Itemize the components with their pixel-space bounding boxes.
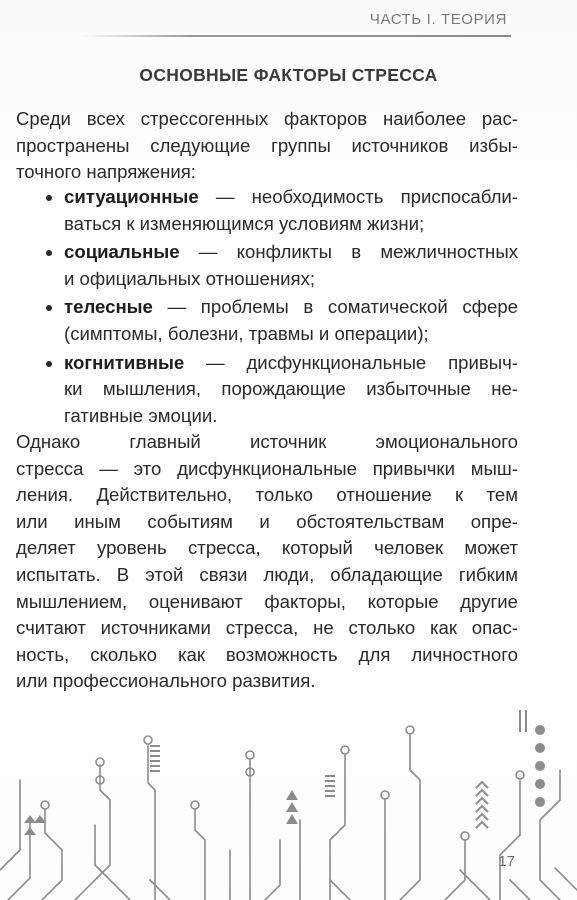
conclusion-line: испытать. В этой связи люди, обладающие гибким: [16, 563, 518, 585]
running-head: [0, 0, 577, 40]
factor-line: и официальных отношениях;: [64, 267, 316, 289]
conclusion-line: Однако главный источник эмоционального: [16, 431, 518, 452]
factor-list: [16, 184, 518, 431]
factor-line: ки мышления, порождающие избыточные не-: [64, 378, 518, 400]
factor-text: — дисфункциональные привыч-: [184, 351, 518, 373]
circuit-decoration: [0, 690, 577, 900]
bullet-dot-icon: [46, 250, 52, 256]
intro-line: точного напряжения:: [16, 161, 196, 183]
factor-term: социальные: [64, 241, 180, 263]
factor-term: телесные: [64, 296, 153, 318]
conclusion-line: считают источниками стресса, не столько как опас-: [16, 617, 518, 639]
conclusion-line: стресса — это дисфункциональные привычки мыш-: [16, 457, 518, 479]
conclusion-line: или профессионального развития.: [16, 670, 316, 692]
intro-line: пространены следующие группы источников избы-: [16, 134, 518, 156]
factor-line: [64, 350, 518, 377]
factor-term: ситуационные: [64, 186, 199, 207]
factor-text: — конфликты в межличностных: [179, 241, 518, 263]
bullet-dot-icon: [46, 361, 52, 367]
conclusion-line: или иным событиям и обстоятельствам опре-: [16, 510, 518, 532]
factor-line: [64, 294, 518, 321]
factor-line: гативные эмоции.: [64, 404, 218, 426]
factor-text: — необходимость приспосабли-: [198, 186, 518, 207]
page-number: 17: [498, 853, 515, 870]
factor-term: когнитивные: [64, 351, 185, 373]
intro-paragraph: [16, 106, 518, 186]
factor-item-bodily: [16, 294, 518, 347]
factor-item-social: [16, 239, 518, 292]
factor-text: — проблемы в соматической сфере: [152, 296, 518, 318]
conclusion-line: деляет уровень стресса, который человек может: [16, 537, 518, 559]
bullet-dot-icon: [46, 305, 52, 311]
conclusion-paragraph: [16, 429, 518, 695]
conclusion-line: ность, сколько как возможность для личностного: [16, 643, 518, 665]
intro-line: Среди всех стрессогенных факторов наиболее рас-: [16, 108, 518, 129]
bullet-dot-icon: [46, 195, 52, 201]
factor-line: (симптомы, болезни, травмы и операции);: [64, 322, 429, 344]
conclusion-line: ления. Действительно, только отношение к тем: [16, 484, 518, 506]
conclusion-line: мышлением, оценивают факторы, которые другие: [16, 590, 518, 612]
factor-line: ваться к изменяющимся условиям жизни;: [64, 212, 425, 234]
factor-item-situational: [16, 184, 518, 237]
running-head-rule: [82, 35, 511, 37]
section-title: ОСНОВНЫЕ ФАКТОРЫ СТРЕССА: [139, 65, 438, 85]
factor-line: [64, 184, 518, 211]
factor-line: [64, 239, 518, 266]
factor-item-cognitive: [16, 350, 518, 430]
running-head-text: ЧАСТЬ I. ТЕОРИЯ: [369, 11, 507, 28]
